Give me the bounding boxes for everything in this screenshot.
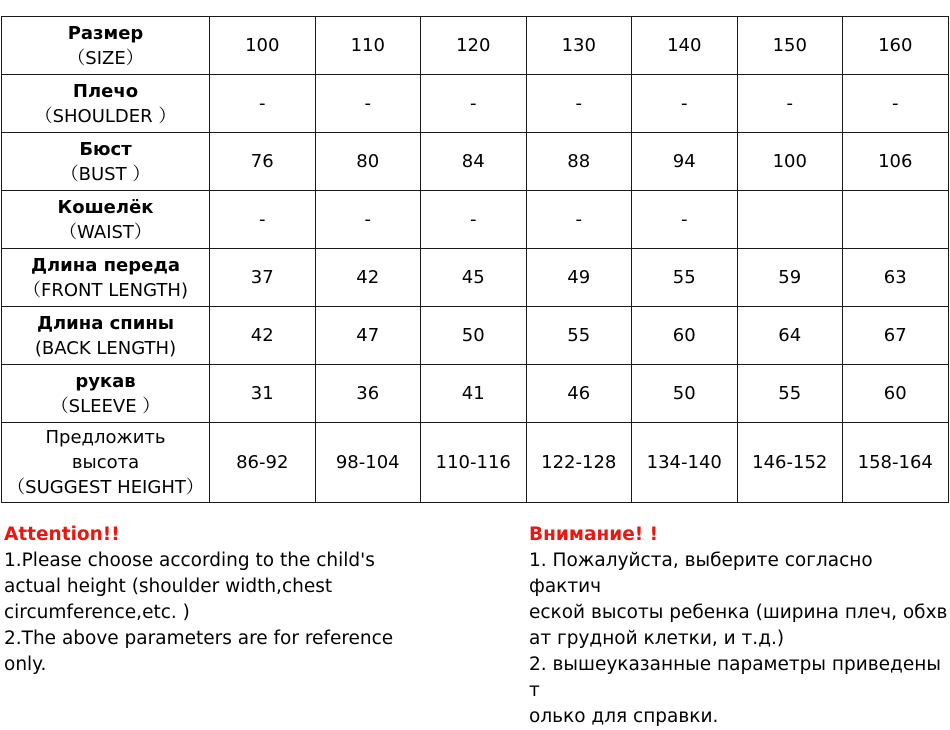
table-cell: 36 [315, 365, 421, 423]
table-cell: 158-164 [843, 423, 949, 503]
table-cell: 60 [843, 365, 949, 423]
table-cell: - [421, 75, 527, 133]
row-label-en: （SLEEVE ） [50, 395, 161, 417]
row-header [2, 17, 210, 75]
attention-note-ru [529, 522, 949, 730]
table-cell: 76 [210, 133, 316, 191]
note-line: 1. Пожалуйста, выберите согласно фактич [529, 550, 873, 597]
row-header [2, 365, 210, 423]
table-cell: 41 [421, 365, 527, 423]
row-label-line: высота [71, 452, 140, 473]
table-cell: 42 [315, 249, 421, 307]
table-cell: 86-92 [210, 423, 316, 503]
note-line: only. [4, 654, 47, 675]
table-cell: - [210, 75, 316, 133]
attention-heading: Внимание! ! [529, 524, 659, 545]
table-cell: 120 [421, 17, 527, 75]
table-cell: 49 [526, 249, 632, 307]
table-cell: - [843, 75, 949, 133]
table-cell: 67 [843, 307, 949, 365]
table-cell: 37 [210, 249, 316, 307]
table-cell: 140 [632, 17, 738, 75]
table-cell: 80 [315, 133, 421, 191]
table-cell: 94 [632, 133, 738, 191]
row-label-en: (BACK LENGTH) [34, 337, 177, 359]
table-cell: 55 [526, 307, 632, 365]
row-label-ru: Размер [67, 22, 144, 44]
table-cell: 46 [526, 365, 632, 423]
table-cell: - [737, 75, 843, 133]
table-row [2, 75, 949, 133]
table-cell: 59 [737, 249, 843, 307]
row-label-en: （SHOULDER ） [34, 105, 177, 127]
note-line: 1.Please choose according to the child's [4, 550, 375, 571]
table-row [2, 133, 949, 191]
table-cell: - [526, 191, 632, 249]
table-cell: 42 [210, 307, 316, 365]
row-header [2, 191, 210, 249]
table-cell: 63 [843, 249, 949, 307]
table-cell: 47 [315, 307, 421, 365]
note-line: еской высоты ребенка (ширина плеч, обхв [529, 602, 948, 623]
table-cell: 100 [210, 17, 316, 75]
note-line: actual height (shoulder width,chest [4, 576, 333, 597]
table-cell: 31 [210, 365, 316, 423]
note-line: 2.The above parameters are for reference [4, 628, 394, 649]
table-row [2, 17, 949, 75]
row-label-ru: рукав [75, 370, 136, 392]
row-label-ru: Бюст [79, 138, 132, 160]
table-cell: 100 [737, 133, 843, 191]
size-chart-table [1, 16, 949, 503]
row-label-ru: Плечо [72, 80, 139, 102]
row-label-line: （SUGGEST HEIGHT） [7, 477, 204, 498]
table-cell: 122-128 [526, 423, 632, 503]
row-label-en: （BUST ） [60, 163, 151, 185]
row-header [2, 249, 210, 307]
note-line: олько для справки. [529, 706, 719, 727]
row-label-en: （FRONT LENGTH) [23, 279, 188, 301]
row-label-ru: Кошелёк [57, 196, 154, 218]
row-header [2, 133, 210, 191]
table-cell: 146-152 [737, 423, 843, 503]
table-cell: - [632, 75, 738, 133]
row-header [2, 307, 210, 365]
table-cell: 106 [843, 133, 949, 191]
table-cell: - [421, 191, 527, 249]
row-label-line: Предложить [45, 427, 166, 448]
attention-note-en [4, 522, 474, 678]
table-cell: - [632, 191, 738, 249]
table-cell: 50 [421, 307, 527, 365]
table-cell: 88 [526, 133, 632, 191]
table-cell: 50 [632, 365, 738, 423]
table-cell: - [315, 191, 421, 249]
table-row [2, 423, 949, 503]
table-cell: 134-140 [632, 423, 738, 503]
table-cell [737, 191, 843, 249]
table-cell: - [210, 191, 316, 249]
table-cell [843, 191, 949, 249]
row-label-en: （WAIST） [59, 221, 152, 243]
table-row [2, 307, 949, 365]
note-line: 2. вышеуказанные параметры приведены т [529, 654, 941, 701]
table-cell: 110 [315, 17, 421, 75]
table-cell: 110-116 [421, 423, 527, 503]
table-cell: - [526, 75, 632, 133]
table-cell: - [315, 75, 421, 133]
row-label-ru: Длина спины [36, 312, 175, 334]
row-header [2, 75, 210, 133]
table-cell: 150 [737, 17, 843, 75]
note-line: ат грудной клетки, и т.д.) [529, 628, 785, 649]
table-cell: 64 [737, 307, 843, 365]
table-row [2, 249, 949, 307]
table-cell: 84 [421, 133, 527, 191]
table-row [2, 191, 949, 249]
table-cell: 60 [632, 307, 738, 365]
note-line: circumference,etc. ) [4, 602, 190, 623]
row-header [2, 423, 210, 503]
attention-heading: Attention!! [4, 524, 120, 545]
table-cell: 55 [632, 249, 738, 307]
table-cell: 45 [421, 249, 527, 307]
table-row [2, 365, 949, 423]
table-cell: 130 [526, 17, 632, 75]
row-label-ru: Длина переда [30, 254, 181, 276]
table-cell: 55 [737, 365, 843, 423]
table-cell: 160 [843, 17, 949, 75]
table-cell: 98-104 [315, 423, 421, 503]
row-label-en: （SIZE） [67, 47, 144, 69]
